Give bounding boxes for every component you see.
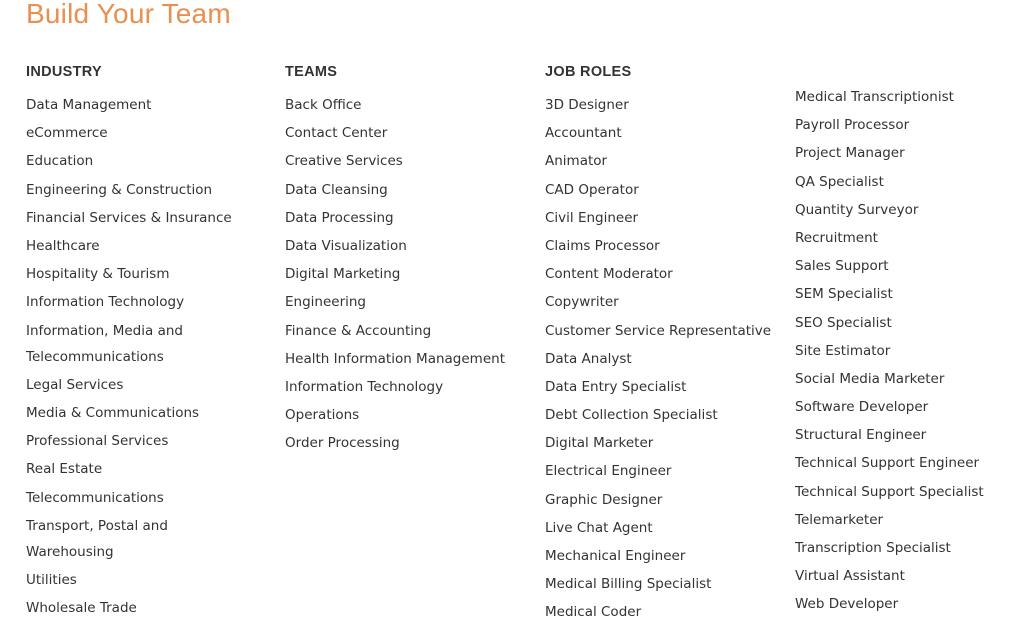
job-role-link[interactable]: Medical Billing Specialist bbox=[545, 576, 712, 593]
team-link[interactable]: Order Processing bbox=[285, 435, 400, 452]
industry-link[interactable]: eCommerce bbox=[26, 125, 108, 142]
industry-link[interactable]: Wholesale Trade bbox=[26, 600, 137, 617]
job-role-link[interactable]: Structural Engineer bbox=[795, 427, 927, 444]
job-role-link[interactable]: Live Chat Agent bbox=[545, 519, 653, 536]
job-role-link[interactable]: Animator bbox=[545, 153, 608, 170]
team-link[interactable]: Engineering bbox=[285, 294, 366, 311]
job-role-link[interactable]: Medical Transcriptionist bbox=[795, 89, 954, 105]
industry-link[interactable]: Media & Communications bbox=[26, 405, 200, 422]
job-role-link[interactable]: Recruitment bbox=[795, 229, 878, 246]
industry-link[interactable]: Education bbox=[26, 153, 94, 170]
team-link[interactable]: Creative Services bbox=[285, 153, 403, 170]
job-role-link[interactable]: Graphic Designer bbox=[545, 491, 663, 508]
industry-link[interactable]: Real Estate bbox=[26, 461, 103, 478]
job-role-link[interactable]: Site Estimator bbox=[795, 342, 891, 359]
teams-heading: TEAMS bbox=[285, 64, 338, 80]
team-link[interactable]: Information Technology bbox=[285, 378, 444, 395]
job-role-link[interactable]: Data Entry Specialist bbox=[545, 378, 687, 395]
job-roles-list bbox=[545, 92, 790, 628]
job-role-link[interactable]: Social Media Marketer bbox=[795, 370, 945, 387]
job-role-link[interactable]: Technical Support Engineer bbox=[795, 455, 980, 472]
team-link[interactable]: Digital Marketing bbox=[285, 266, 401, 283]
team-link[interactable]: Data Cleansing bbox=[285, 181, 388, 198]
team-link[interactable]: Operations bbox=[285, 407, 360, 424]
team-link[interactable]: Finance & Accounting bbox=[285, 322, 432, 339]
industry-link[interactable]: Telecommunications bbox=[26, 489, 164, 506]
job-role-link[interactable]: QA Specialist bbox=[795, 173, 884, 190]
job-role-link[interactable]: Sales Support bbox=[795, 258, 889, 275]
job-role-link[interactable]: Payroll Processor bbox=[795, 117, 910, 134]
job-role-link[interactable]: Claims Processor bbox=[545, 237, 660, 254]
team-link[interactable]: Data Processing bbox=[285, 209, 394, 226]
industry-link[interactable]: Healthcare bbox=[26, 237, 100, 254]
industry-link[interactable]: Utilities bbox=[26, 572, 77, 589]
industry-link[interactable]: Financial Services & Insurance bbox=[26, 209, 232, 226]
teams-column bbox=[285, 64, 530, 458]
industry-link[interactable]: Hospitality & Tourism bbox=[26, 266, 170, 283]
industry-link[interactable]: Information Technology bbox=[26, 294, 185, 311]
industry-link[interactable]: Information, Media and Telecommunications bbox=[26, 322, 183, 365]
page-title: Build Your Team bbox=[26, 0, 231, 29]
industry-link[interactable]: Engineering & Construction bbox=[26, 181, 213, 198]
team-link[interactable]: Health Information Management bbox=[285, 350, 505, 367]
team-link[interactable]: Data Visualization bbox=[285, 237, 407, 254]
job-role-link[interactable]: Debt Collection Specialist bbox=[545, 407, 718, 424]
job-role-link[interactable]: Electrical Engineer bbox=[545, 463, 672, 480]
teams-list bbox=[285, 92, 530, 458]
job-role-link[interactable]: Project Manager bbox=[795, 145, 905, 162]
job-role-link[interactable]: Civil Engineer bbox=[545, 209, 639, 226]
job-role-link[interactable]: Virtual Assistant bbox=[795, 568, 905, 585]
team-link[interactable]: Back Office bbox=[285, 97, 362, 113]
job-roles-heading: JOB ROLES bbox=[545, 64, 632, 80]
job-role-link[interactable]: CAD Operator bbox=[545, 181, 639, 198]
industry-link[interactable]: Data Management bbox=[26, 97, 152, 113]
job-role-link[interactable]: Data Analyst bbox=[545, 350, 632, 367]
job-role-link[interactable]: 3D Designer bbox=[545, 97, 629, 113]
industry-column bbox=[26, 64, 271, 624]
job-role-link[interactable]: Telemarketer bbox=[795, 511, 884, 528]
industry-list bbox=[26, 92, 271, 624]
job-role-link[interactable]: Transcription Specialist bbox=[795, 540, 951, 556]
job-role-link[interactable]: Web Developer bbox=[795, 596, 899, 613]
job-role-link[interactable]: Medical Coder bbox=[545, 604, 642, 621]
job-roles-column-continued bbox=[795, 84, 1024, 620]
job-role-link[interactable]: Customer Service Representative bbox=[545, 322, 772, 339]
industry-link[interactable]: Legal Services bbox=[26, 376, 124, 393]
industry-link[interactable]: Professional Services bbox=[26, 433, 169, 450]
job-role-link[interactable]: Software Developer bbox=[795, 399, 929, 416]
job-role-link[interactable]: Technical Support Specialist bbox=[795, 483, 984, 500]
job-role-link[interactable]: Accountant bbox=[545, 125, 622, 142]
industry-heading: INDUSTRY bbox=[26, 64, 102, 80]
job-role-link[interactable]: Digital Marketer bbox=[545, 435, 654, 452]
job-role-link[interactable]: Quantity Surveyor bbox=[795, 201, 919, 218]
job-roles-list-continued bbox=[795, 84, 1024, 620]
industry-link[interactable]: Transport, Postal and Warehousing bbox=[26, 517, 168, 560]
job-role-link[interactable]: Copywriter bbox=[545, 294, 619, 311]
team-link[interactable]: Contact Center bbox=[285, 125, 388, 142]
job-role-link[interactable]: Mechanical Engineer bbox=[545, 548, 686, 564]
job-role-link[interactable]: SEO Specialist bbox=[795, 314, 892, 331]
job-roles-column bbox=[545, 64, 790, 628]
job-role-link[interactable]: SEM Specialist bbox=[795, 286, 893, 303]
job-role-link[interactable]: Content Moderator bbox=[545, 266, 673, 283]
